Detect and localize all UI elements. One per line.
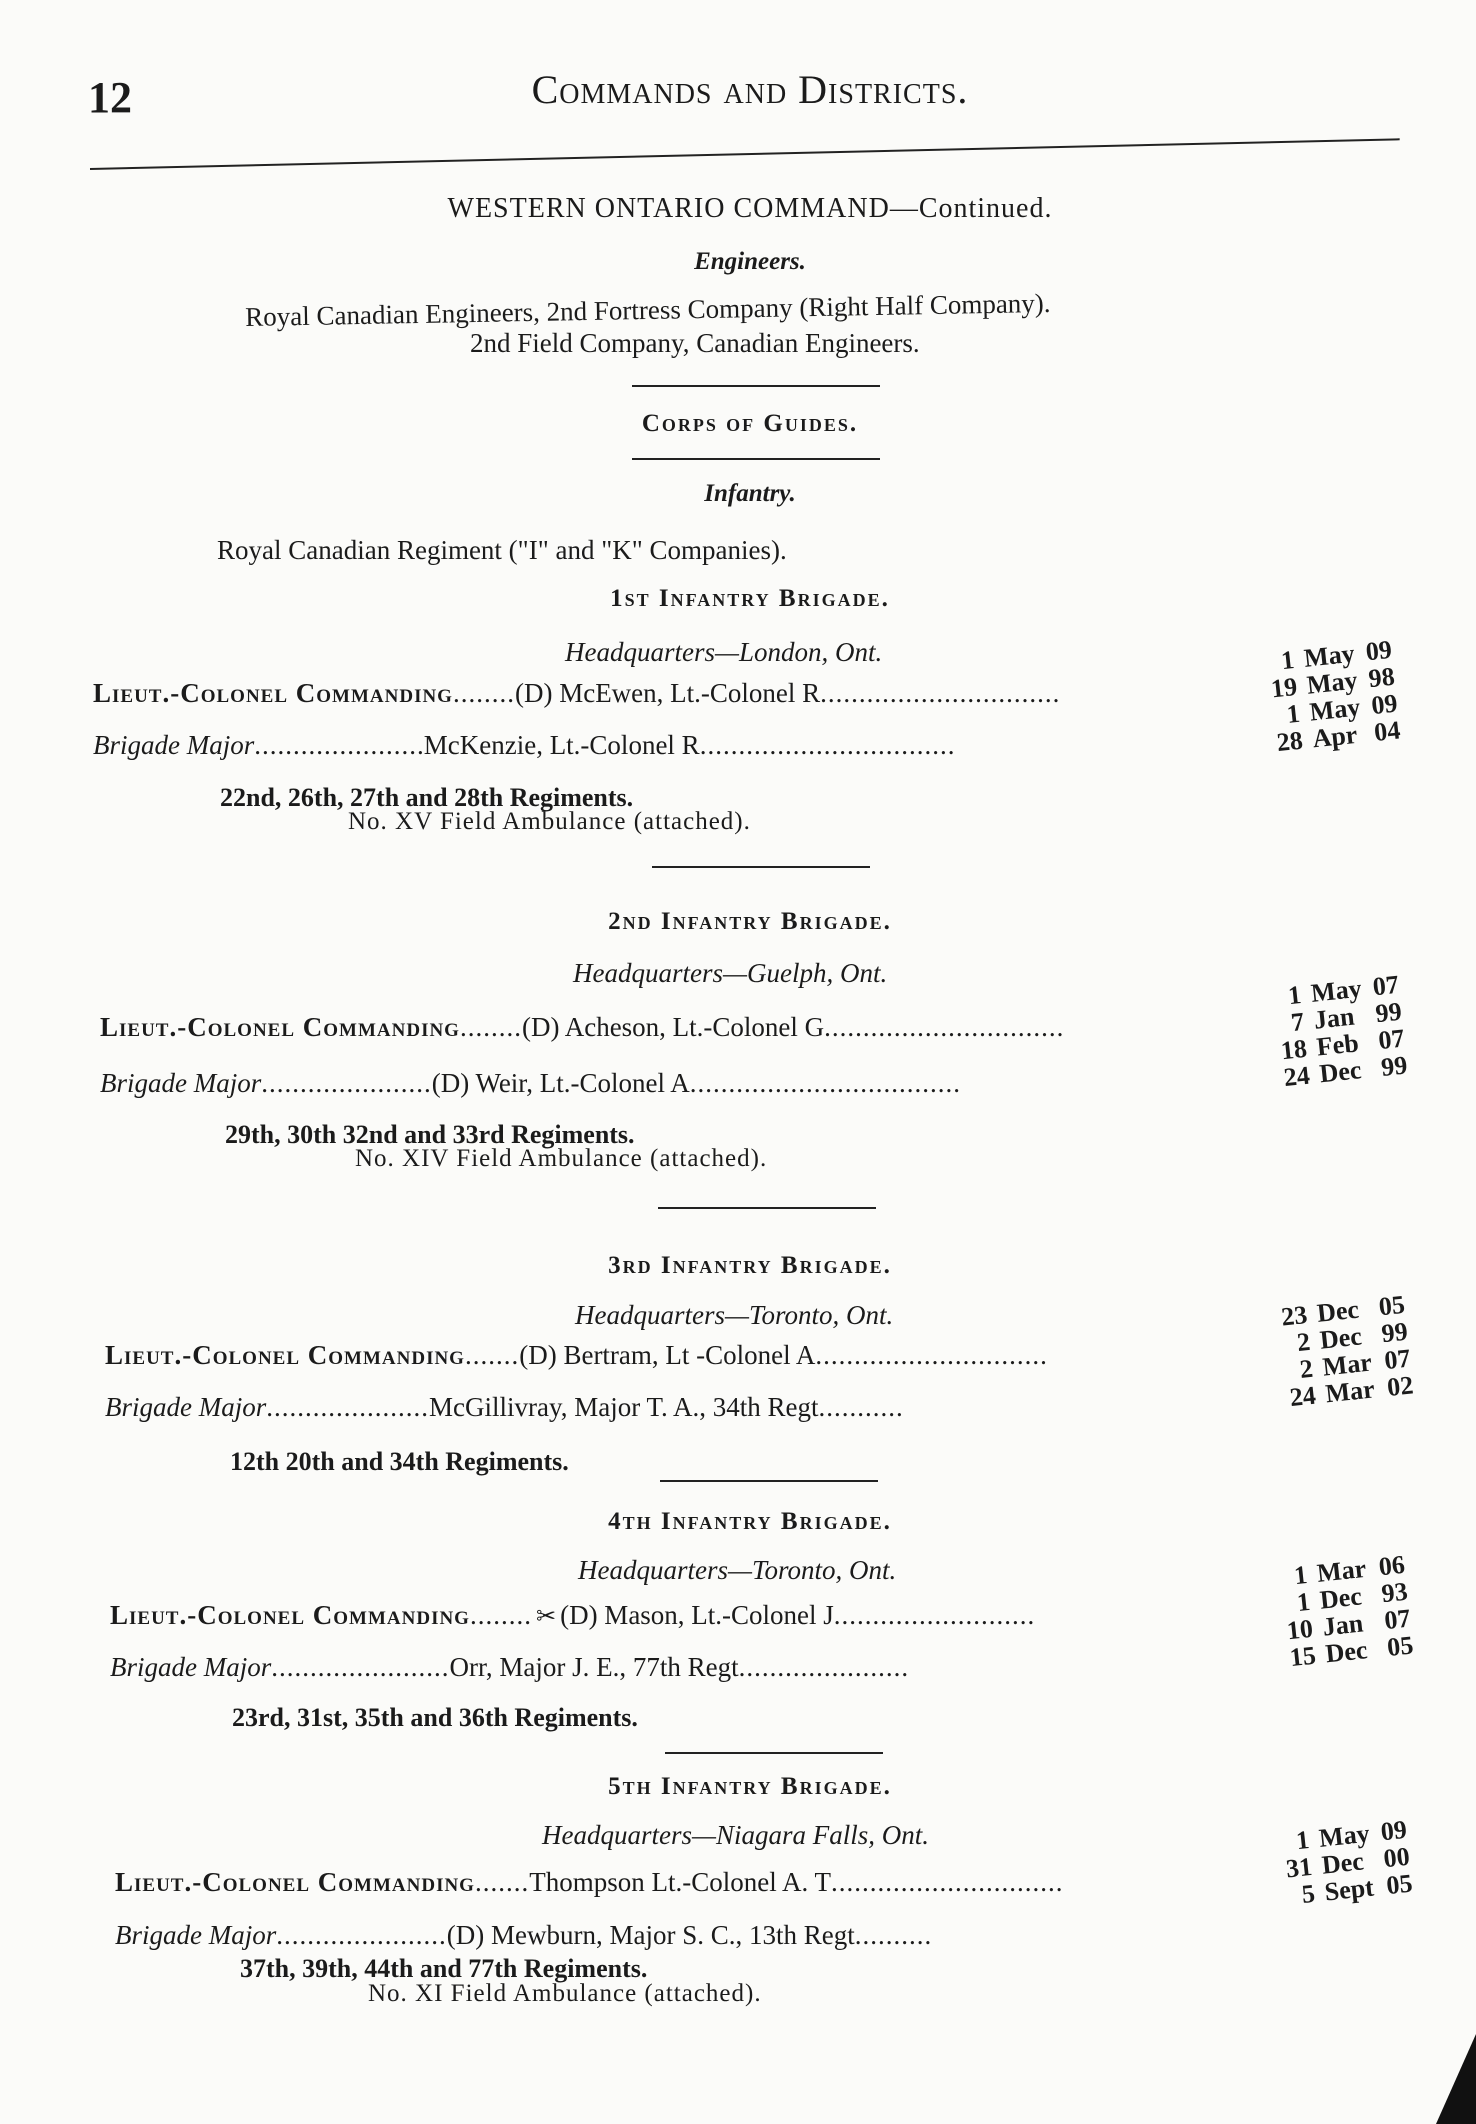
- row-label: Lieut.-Colonel Commanding: [105, 1340, 465, 1370]
- date-year: 06: [1377, 1549, 1407, 1582]
- date-day: 24: [1288, 1380, 1318, 1413]
- date-month: May: [1317, 1818, 1371, 1853]
- date-month: Jan: [1312, 1001, 1356, 1035]
- date-month: May: [1305, 665, 1359, 700]
- brigade-headquarters: Headquarters—London, Ont.: [565, 637, 883, 667]
- date-month: May: [1308, 692, 1362, 727]
- separator: [658, 1207, 876, 1209]
- row-label: Lieut.-Colonel Commanding: [115, 1867, 475, 1897]
- date-year: 07: [1382, 1603, 1412, 1636]
- leader-dots: ......................: [276, 1920, 447, 1950]
- engineers-line-2: 2nd Field Company, Canadian Engineers.: [470, 328, 920, 358]
- date-month: Mar: [1324, 1374, 1376, 1409]
- date-year: 93: [1380, 1576, 1410, 1609]
- brigade-title: 3rd Infantry Brigade.: [608, 1252, 892, 1279]
- leader-dots: .......: [474, 1867, 530, 1897]
- date-day: 1: [1286, 980, 1303, 1011]
- date-day: 7: [1289, 1006, 1306, 1038]
- date-day: 1: [1279, 645, 1296, 676]
- leader-dots: ..............................: [830, 1867, 1064, 1897]
- date-column: [1268, 1547, 1448, 1672]
- date-year: 09: [1379, 1814, 1409, 1847]
- regiments-line: 12th 20th and 34th Regiments.: [230, 1447, 569, 1476]
- header-rule: [90, 138, 1400, 170]
- date-month: Dec: [1315, 1294, 1361, 1328]
- date-column: [1270, 1812, 1448, 1910]
- leader-dots: ...................................: [689, 1068, 961, 1098]
- brigade-title: 4th Infantry Brigade.: [608, 1508, 892, 1535]
- date-year: 05: [1384, 1868, 1414, 1901]
- brigade-headquarters: Headquarters—Toronto, Ont.: [575, 1300, 894, 1330]
- date-year: 07: [1376, 1023, 1406, 1056]
- running-head: Commands and Districts.: [531, 67, 969, 112]
- brigade-major-row: [93, 730, 955, 761]
- date-year: 09: [1369, 688, 1399, 721]
- date-day: 15: [1288, 1640, 1318, 1673]
- lieut-colonel-row: [100, 1012, 1064, 1043]
- date-day: 1: [1295, 1586, 1312, 1618]
- lieut-colonel-row: [93, 678, 1060, 709]
- date-month: Dec: [1318, 1055, 1363, 1089]
- page-corner-shadow: [1436, 2034, 1476, 2124]
- leader-dots: ...........: [818, 1392, 904, 1422]
- date-year: 02: [1385, 1370, 1415, 1402]
- date-month: Sept: [1323, 1872, 1376, 1907]
- brigade-major-row: [110, 1652, 909, 1683]
- row-label: Brigade Major: [110, 1652, 272, 1682]
- officer-name: McGillivray, Major T. A., 34th Regt: [429, 1392, 819, 1422]
- separator: [660, 1480, 878, 1482]
- date-column: [1268, 1287, 1448, 1412]
- date-month: May: [1309, 973, 1363, 1008]
- row-label: Brigade Major: [93, 730, 255, 760]
- separator: [632, 385, 880, 387]
- officer-name: (D) Acheson, Lt.-Colonel G: [521, 1012, 825, 1042]
- officer-name: (D) Mewburn, Major S. C., 13th Regt: [446, 1920, 855, 1950]
- corps-of-guides-heading: Corps of Guides.: [641, 410, 859, 437]
- date-column: [1255, 632, 1435, 757]
- date-month: Mar: [1321, 1347, 1374, 1382]
- date-day: 28: [1275, 725, 1305, 758]
- brigade-major-row: [100, 1068, 961, 1099]
- leader-dots: ........: [469, 1600, 532, 1630]
- date-year: 99: [1379, 1050, 1409, 1082]
- officer-name: (D) McEwen, Lt.-Colonel R: [514, 678, 821, 708]
- officer-name: (D) Weir, Lt.-Colonel A: [431, 1068, 690, 1098]
- date-month: Dec: [1324, 1635, 1369, 1669]
- brigade-major-row: [105, 1392, 904, 1423]
- page-number: 12: [88, 73, 132, 122]
- scissors-icon: ✂: [535, 1604, 557, 1630]
- date-month: Jan: [1321, 1608, 1365, 1642]
- date-month: Dec: [1318, 1581, 1364, 1615]
- date-day: 1: [1285, 698, 1302, 729]
- row-label: Lieut.-Colonel Commanding: [93, 678, 453, 708]
- leader-dots: ........: [459, 1012, 522, 1042]
- date-year: 07: [1382, 1343, 1412, 1376]
- row-label: Brigade Major: [115, 1920, 277, 1950]
- lieut-colonel-row: [110, 1600, 1035, 1631]
- separator: [652, 866, 870, 868]
- date-day: 18: [1279, 1033, 1309, 1066]
- leader-dots: ...............................: [824, 1012, 1065, 1042]
- brigade-title: 2nd Infantry Brigade.: [608, 908, 892, 935]
- leader-dots: ...............................: [820, 678, 1061, 708]
- date-month: Apr: [1311, 719, 1359, 754]
- date-month: Mar: [1315, 1553, 1368, 1588]
- leader-dots: .......................: [271, 1652, 450, 1682]
- regiments-line: 23rd, 31st, 35th and 36th Regiments.: [232, 1703, 638, 1732]
- leader-dots: .......: [464, 1340, 520, 1370]
- date-day: 2: [1298, 1353, 1315, 1384]
- date-year: 00: [1382, 1841, 1412, 1874]
- date-day: 1: [1294, 1825, 1311, 1856]
- date-year: 09: [1364, 634, 1394, 667]
- date-day: 10: [1285, 1613, 1315, 1646]
- date-month: Dec: [1320, 1846, 1366, 1880]
- brigade-title: 1st Infantry Brigade.: [610, 585, 890, 612]
- separator: [632, 458, 880, 460]
- date-year: 07: [1371, 969, 1401, 1002]
- date-month: May: [1302, 638, 1356, 673]
- date-day: 23: [1279, 1300, 1309, 1332]
- brigade-title: 5th Infantry Brigade.: [608, 1773, 892, 1800]
- engineers-line-1: Royal Canadian Engineers, 2nd Fortress Company (Right Half Company).: [245, 287, 1051, 332]
- rcr-line: Royal Canadian Regiment ("I" and "K" Companies).: [217, 535, 787, 565]
- lieut-colonel-row: [105, 1340, 1048, 1371]
- brigade-headquarters: Headquarters—Niagara Falls, Ont.: [542, 1820, 930, 1850]
- officer-name: (D) Mason, Lt.-Colonel J: [560, 1600, 834, 1630]
- leader-dots: .....................: [266, 1392, 429, 1422]
- officer-name: .McKenzie, Lt.-Colonel R: [417, 730, 700, 760]
- regiments-line: 37th, 39th, 44th and 77th Regiments.: [240, 1954, 648, 1983]
- leader-dots: ......................: [261, 1068, 432, 1098]
- date-column: [1262, 967, 1442, 1092]
- lieut-colonel-row: [115, 1867, 1063, 1898]
- date-year: 05: [1377, 1289, 1407, 1322]
- row-label: Brigade Major: [100, 1068, 262, 1098]
- regiments-line: 22nd, 26th, 27th and 28th Regiments.: [220, 783, 634, 812]
- date-day: 24: [1282, 1060, 1312, 1093]
- date-year: 98: [1367, 661, 1397, 694]
- date-year: 05: [1385, 1630, 1415, 1662]
- date-day: 31: [1284, 1851, 1314, 1884]
- row-label: Lieut.-Colonel Commanding: [110, 1600, 470, 1630]
- leader-dots: .....................: [254, 730, 417, 760]
- leader-dots: ......................: [738, 1652, 910, 1682]
- date-year: 99: [1380, 1316, 1410, 1349]
- leader-dots: ..........: [854, 1920, 933, 1950]
- date-day: 5: [1300, 1878, 1317, 1909]
- date-month: Feb: [1315, 1028, 1360, 1062]
- infantry-heading: Infantry.: [704, 480, 796, 507]
- ambulance-line: No. XIV Field Ambulance (attached).: [355, 1145, 768, 1172]
- engineers-heading: Engineers.: [694, 248, 806, 275]
- leader-dots: ..............................: [815, 1340, 1048, 1370]
- officer-name: Orr, Major J. E., 77th Regt: [449, 1652, 739, 1682]
- date-day: 19: [1269, 671, 1299, 704]
- leader-dots: ........: [452, 678, 515, 708]
- row-label: Lieut.-Colonel Commanding: [100, 1012, 460, 1042]
- date-year: 99: [1374, 996, 1404, 1029]
- date-day: 2: [1295, 1326, 1312, 1358]
- separator: [665, 1752, 883, 1754]
- regiments-line: 29th, 30th 32nd and 33rd Regiments.: [225, 1120, 635, 1149]
- ambulance-line: No. XV Field Ambulance (attached).: [348, 808, 751, 835]
- date-month: Dec: [1318, 1321, 1364, 1355]
- command-title: WESTERN ONTARIO COMMAND—Continued.: [447, 193, 1053, 224]
- leader-dots: ..........................: [833, 1600, 1036, 1630]
- leader-dots: .................................: [699, 730, 956, 760]
- brigade-headquarters: Headquarters—Toronto, Ont.: [578, 1555, 897, 1585]
- date-year: 04: [1372, 715, 1402, 747]
- officer-name: (D) Bertram, Lt -Colonel A: [519, 1340, 816, 1370]
- date-day: 1: [1292, 1560, 1309, 1591]
- officer-name: Thompson Lt.-Colonel A. T: [529, 1867, 831, 1897]
- brigade-major-row: [115, 1920, 932, 1951]
- brigade-headquarters: Headquarters—Guelph, Ont.: [573, 958, 888, 988]
- ambulance-line: No. XI Field Ambulance (attached).: [368, 1980, 762, 2007]
- row-label: Brigade Major: [105, 1392, 267, 1422]
